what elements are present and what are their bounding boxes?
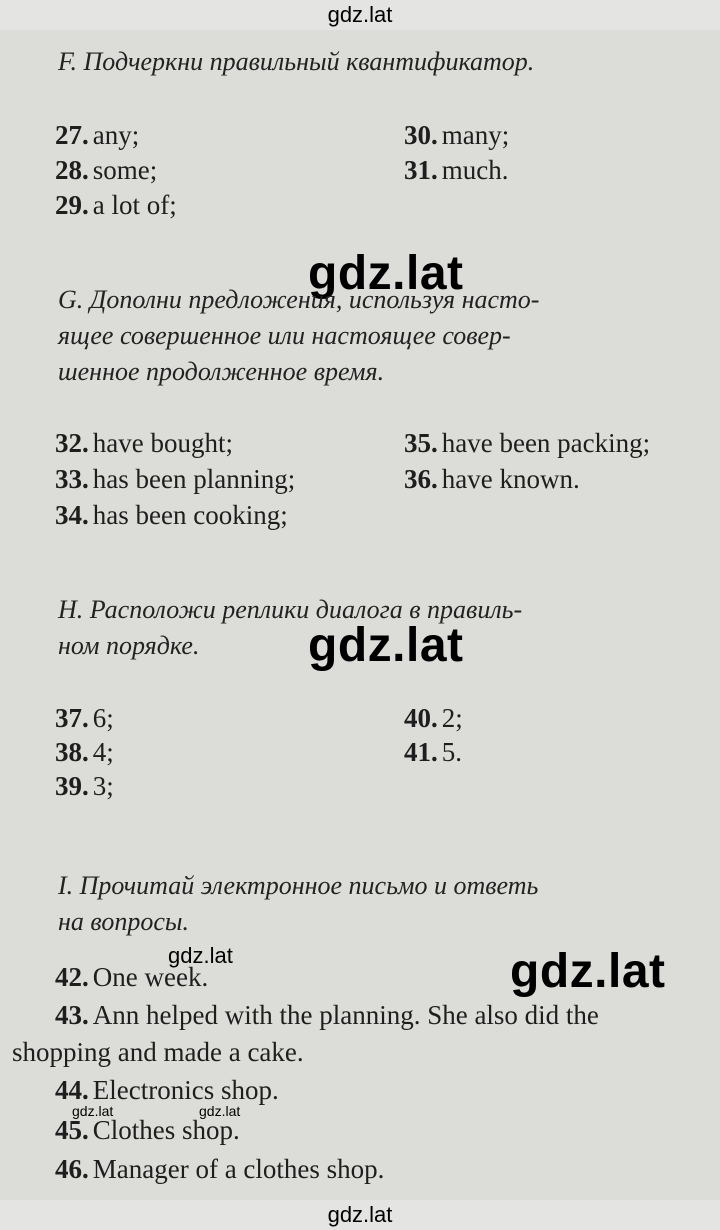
answer-item: 37. 6;: [55, 703, 114, 733]
answer-item: 39. 3;: [55, 771, 114, 801]
section-g-heading: [58, 282, 698, 390]
section-i-heading: [58, 868, 698, 940]
heading-line: G. Дополни предложения, используя насто-: [58, 285, 540, 314]
heading-line: шенное продолженное время.: [58, 357, 385, 386]
section-f-heading: F. Подчеркни правильный квантификатор.: [58, 47, 535, 76]
watermark-small: gdz.lat: [72, 1103, 114, 1119]
section-h-heading: [58, 592, 698, 664]
heading-line: на вопросы.: [58, 907, 189, 936]
answer-item: 44. Electronics shop.: [55, 1075, 279, 1105]
heading-line: ном порядке.: [58, 631, 200, 660]
watermark-bottom: gdz.lat: [327, 1202, 393, 1227]
watermark-large: gdz.lat: [308, 247, 464, 300]
answer-item: 33. has been planning;: [55, 464, 296, 494]
answer-item: 38. 4;: [55, 737, 114, 767]
answer-continuation: shopping and made a cake.: [12, 1037, 304, 1067]
watermark-large: gdz.lat: [510, 945, 666, 998]
answer-item: 40. 2;: [404, 703, 463, 733]
answer-item: 45. Clothes shop.: [55, 1115, 240, 1145]
heading-line: ящее совершенное или настоящее совер-: [58, 321, 511, 350]
watermark-top: gdz.lat: [327, 2, 393, 27]
answer-item: 31. much.: [404, 155, 509, 185]
answer-item: 32. have bought;: [55, 428, 233, 458]
answer-item: 41. 5.: [404, 737, 462, 767]
watermark-medium: gdz.lat: [168, 943, 233, 968]
answer-item: 43. Ann helped with the planning. She also did the: [55, 1000, 599, 1030]
answer-item: 36. have known.: [404, 464, 580, 494]
answer-item: 27. any;: [55, 120, 140, 150]
heading-line: I. Прочитай электронное письмо и ответь: [58, 871, 539, 900]
heading-line: H. Расположи реплики диалога в правиль-: [58, 595, 523, 624]
watermark-small: gdz.lat: [199, 1103, 241, 1119]
answer-item: 28. some;: [55, 155, 158, 185]
answer-item: 42. One week.: [55, 962, 209, 992]
watermark-large: gdz.lat: [308, 619, 464, 672]
answer-item: 35. have been packing;: [404, 428, 651, 458]
answer-item: 34. has been cooking;: [55, 500, 288, 530]
answer-item: 30. many;: [404, 120, 510, 150]
answer-item: 46. Manager of a clothes shop.: [55, 1154, 385, 1184]
answer-item: 29. a lot of;: [55, 190, 177, 220]
